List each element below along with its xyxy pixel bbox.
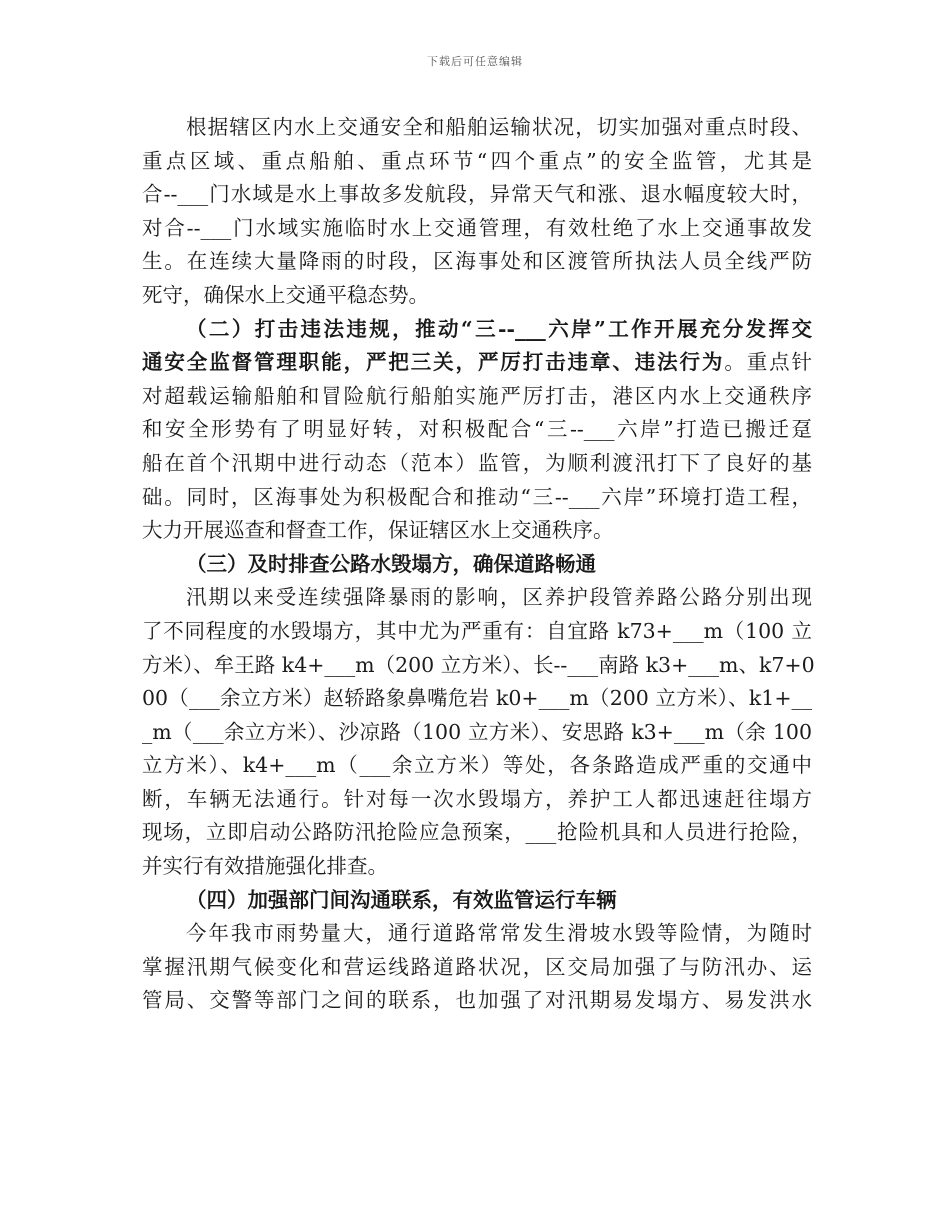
text-line: 00（___余立方米）赵轿路象鼻嘴危岩 k0+___m（200 立方米）、k1+__ <box>142 686 812 711</box>
text-line: 并实行有效措施强化排查。 <box>142 854 388 879</box>
text-line: 船在首个汛期中进行动态（范本）监管，为顺利渡汛打下了良好的基 <box>142 450 812 475</box>
section-heading-3: （三）及时排查公路水毁塌方，确保道路畅通 <box>186 551 596 576</box>
text-line: 合--___门水域是水上事故多发航段，异常天气和涨、退水幅度较大时， <box>142 182 812 207</box>
text-line: 了不同程度的水毁塌方，其中尤为严重有：自宜路 k73+___m（100 立 <box>142 618 812 643</box>
text-line-rest: 。重点针 <box>724 350 813 375</box>
text-line: 汛期以来受连续强降暴雨的影响，区养护段管养路公路分别出现 <box>186 585 812 610</box>
text-line-mixed <box>142 346 812 380</box>
text-line: 立方米）、k4+___m（___余立方米）等处，各条路造成严重的交通中 <box>142 753 812 778</box>
text-line: 对合--___门水域实施临时水上交通管理，有效杜绝了水上交通事故发 <box>142 215 812 240</box>
text-line: 大力开展巡查和督查工作，保证辖区水上交通秩序。 <box>142 518 614 543</box>
text-line: 和安全形势有了明显好转，对积极配合“三--___六岸”打造已搬迁趸 <box>142 417 812 442</box>
text-line: 现场，立即启动公路防汛抢险应急预案，___抢险机具和人员进行抢险， <box>142 820 812 845</box>
text-line: 对超载运输船舶和冒险航行船舶实施严厉打击，港区内水上交通秩序 <box>142 383 812 408</box>
text-line: 方米）、牟王路 k4+___m（200 立方米）、长--___南路 k3+___m、k7+0 <box>142 652 815 677</box>
section-heading-4: （四）加强部门间沟通联系，有效监管运行车辆 <box>186 887 617 912</box>
text-line: 重点区域、重点船舶、重点环节“四个重点”的安全监管，尤其是 <box>142 148 812 173</box>
text-line: 根据辖区内水上交通安全和船舶运输状况，切实加强对重点时段、 <box>186 115 812 139</box>
page-header-note: 下载后可任意编辑 <box>427 55 523 68</box>
bold-lead-text: 通安全监督管理职能，严把三关，严厉打击违章、违法行为 <box>142 350 725 375</box>
text-line: 今年我市雨势量大，通行道路常常发生滑坡水毁等险情，为随时 <box>186 921 812 946</box>
text-line: 础。同时，区海事处为积极配合和推动“三--___六岸”环境打造工程， <box>142 484 812 509</box>
text-line: 断，车辆无法通行。针对每一次水毁塌方，养护工人都迅速赶往塌方 <box>142 786 812 811</box>
text-line: 生。在连续大量降雨的时段，区海事处和区渡管所执法人员全线严防 <box>142 249 812 274</box>
text-line: 掌握汛期气候变化和营运线路道路状况，区交局加强了与防汛办、运 <box>142 954 812 979</box>
text-line: 管局、交警等部门之间的联系，也加强了对汛期易发塌方、易发洪水 <box>142 988 812 1013</box>
document-body <box>142 111 815 1018</box>
text-line: 死守，确保水上交通平稳态势。 <box>142 282 429 307</box>
text-line: _m（___余立方米）、沙凉路（100 立方米）、安思路 k3+___m（余 100 <box>142 719 812 744</box>
section-heading-2: （二）打击违法违规，推动“三--___六岸”工作开展充分发挥交 <box>186 316 812 341</box>
